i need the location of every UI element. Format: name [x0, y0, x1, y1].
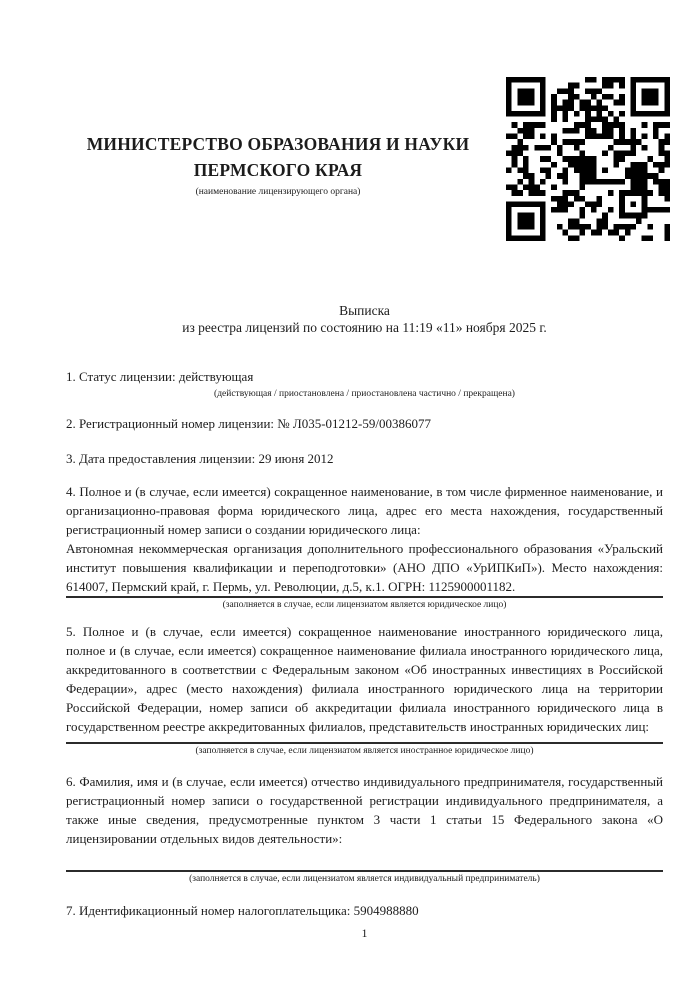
fill-in-line-legal-entity	[66, 596, 663, 598]
field-taxpayer-id: 7. Идентификационный номер налогоплательщика: 5904988880	[66, 903, 419, 918]
document-title-line1: Выписка	[339, 303, 390, 318]
field-license-grant-date: 3. Дата предоставления лицензии: 29 июня 2012	[66, 451, 334, 466]
field-license-status: 1. Статус лицензии: действующая	[66, 369, 254, 384]
ministry-name-line1: МИНИСТЕРСТВО ОБРАЗОВАНИЯ И НАУКИ	[86, 134, 470, 154]
fill-in-line-foreign-entity	[66, 742, 663, 744]
field-individual-entrepreneur-prompt: 6. Фамилия, имя и (в случае, если имеется) отчество индивидуального предпринимателя, государственный регистрационный номер записи о государственной регистрации индивидуального предпринимателя, а также иные сведения, предусмотренные пунктом 3 части 1 статьи 15 Федерального закона «О лицензировании отдельных видов деятельности»:	[66, 774, 663, 846]
field-legal-entity-value: Автономная некоммерческая организация дополнительного профессионального образования «Уральский институт повышения квалификации и переподготовки» (АНО ДПО «УрИПКиП»). Место нахождения: 614007, Пермский край, г. Пермь, ул. Революции, д.5, к.1. ОГРН: 1125900001182.	[66, 541, 663, 594]
field-legal-entity-caption: (заполняется в случае, если лицензиатом является юридическое лицо)	[222, 600, 507, 610]
qr-code-icon	[506, 77, 670, 241]
field-foreign-entity-prompt: 5. Полное и (в случае, если имеется) сокращенное наименование иностранного юридического лица, полное и (в случае, если имеется) сокращенное наименование филиала иностранного юридического лица, аккредитованного в соответствии с Федеральным законом «Об иностранных инвестициях в Российской Федерации», адрес (место нахождения) филиала иностранного юридического лица на территории Российской Федерации, номер записи об аккредитации филиала иностранного юридического лица в государственном реестре аккредитованных филиалов, представительств иностранных юридических лиц:	[66, 624, 663, 734]
field-registration-number: 2. Регистрационный номер лицензии: № Л035-01212-59/00386077	[66, 416, 432, 431]
field-foreign-entity-caption: (заполняется в случае, если лицензиатом является иностранное юридическое лицо)	[195, 746, 534, 756]
page-number: 1	[361, 926, 368, 940]
fill-in-line-individual-entrepreneur	[66, 870, 663, 872]
field-individual-entrepreneur-caption: (заполняется в случае, если лицензиатом является индивидуальный предприниматель)	[189, 874, 540, 884]
field-legal-entity-prompt: 4. Полное и (в случае, если имеется) сокращенное наименование, в том числе фирменное наименование, и организационно-правовая форма юридического лица, адрес его места нахождения, государственный регистрационный номер записи о создании юридического лица:	[66, 484, 663, 537]
field-license-status-caption: (действующая / приостановлена / приостановлена частично / прекращена)	[214, 389, 515, 399]
document-title	[66, 302, 663, 336]
ministry-caption: (наименование лицензирующего органа)	[195, 187, 361, 197]
licensing-authority-header	[66, 0, 490, 199]
ministry-name-line2: ПЕРМСКОГО КРАЯ	[193, 160, 363, 180]
document-title-line2: из реестра лицензий по состоянию на 11:19 «11» ноября 2025 г.	[182, 320, 547, 335]
